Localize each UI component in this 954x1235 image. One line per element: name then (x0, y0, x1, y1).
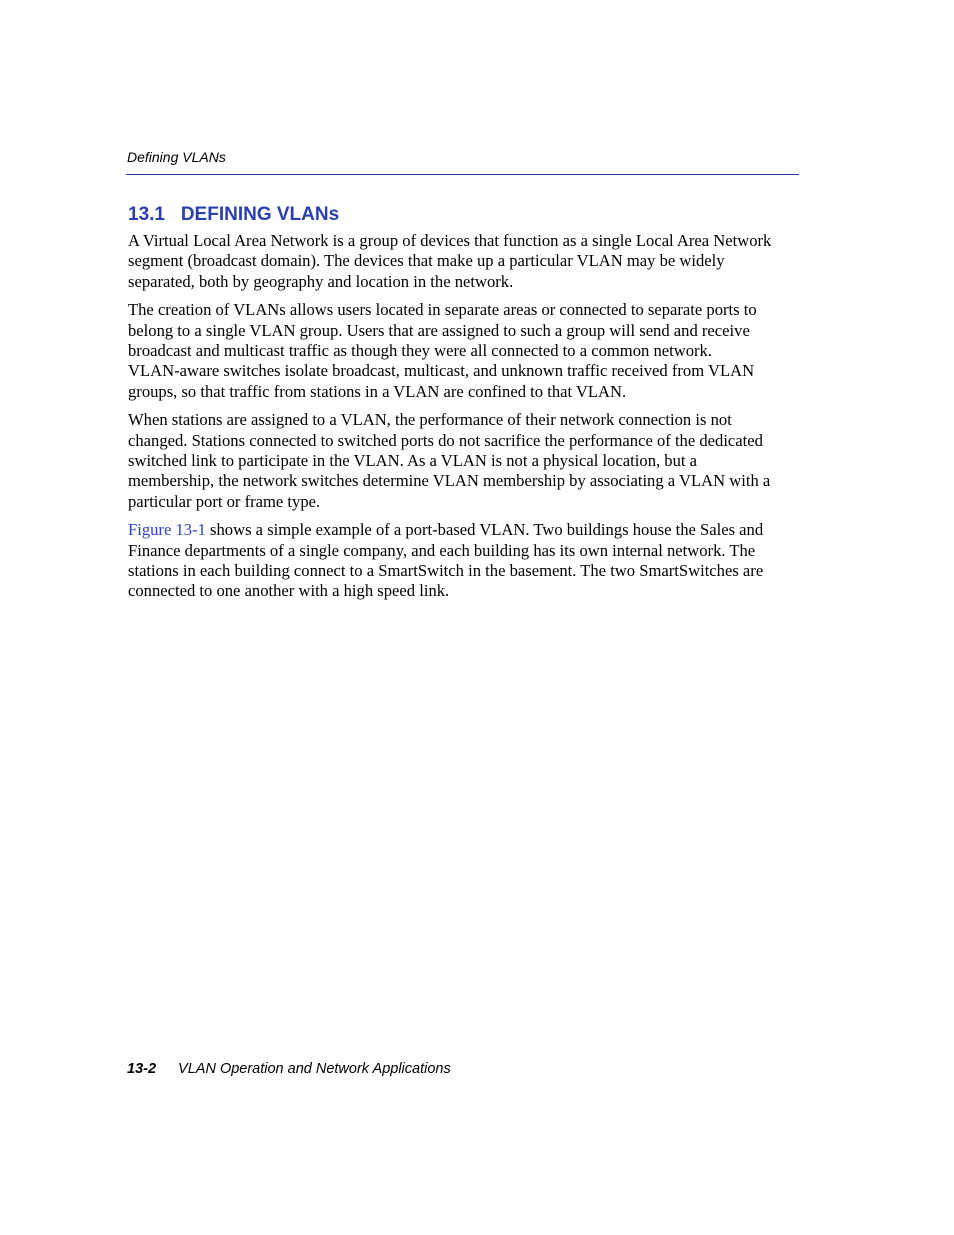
section-number: 13.1 (128, 204, 165, 225)
paragraph-line: membership, the network switches determine VLAN membership by associating a VLAN with a (128, 471, 771, 491)
paragraph-line: The creation of VLANs allows users located in separate areas or connected to separate ports to (128, 300, 757, 320)
section-heading (128, 204, 339, 226)
figure-13-1-link[interactable]: Figure 13-1 (128, 520, 206, 540)
paragraph-line-rest: shows a simple example of a port-based VLAN. Two buildings house the Sales and (205, 520, 764, 540)
paragraph-line: connected to one another with a high speed link. (128, 581, 450, 601)
body-text (128, 231, 808, 610)
paragraph-line: VLAN-aware switches isolate broadcast, multicast, and unknown traffic received from VLAN (128, 361, 755, 381)
page-footer (127, 1061, 451, 1077)
paragraph-line: groups, so that traffic from stations in a VLAN are confined to that VLAN. (128, 381, 627, 401)
paragraph-line: belong to a single VLAN group. Users that are assigned to such a group will send and receive (128, 320, 750, 340)
paragraph-line: stations in each building connect to a SmartSwitch in the basement. The two SmartSwitches are (128, 560, 764, 580)
header-rule (126, 174, 799, 175)
paragraph-line: segment (broadcast domain). The devices that make up a particular VLAN may be widely (128, 251, 725, 271)
paragraph-2 (128, 300, 808, 401)
paragraph-line: changed. Stations connected to switched ports do not sacrifice the performance of the dedicated (128, 430, 763, 450)
book-title: VLAN Operation and Network Applications (178, 1061, 451, 1077)
paragraph-line: A Virtual Local Area Network is a group of devices that function as a single Local Area Network (128, 231, 772, 250)
paragraph-line (128, 520, 808, 540)
paragraph-3 (128, 410, 808, 511)
paragraph-line: Finance departments of a single company, and each building has its own internal network. The (128, 540, 756, 560)
paragraph-line: separated, both by geography and location in the network. (128, 271, 514, 291)
section-title: DEFINING VLANs (180, 204, 340, 225)
running-header: Defining VLANs (127, 149, 226, 165)
page-number: 13-2 (127, 1061, 157, 1077)
paragraph-1 (128, 231, 808, 292)
paragraph-line: particular port or frame type. (128, 491, 321, 511)
paragraph-line: When stations are assigned to a VLAN, the performance of their network connection is not (128, 410, 732, 430)
paragraph-4 (128, 520, 808, 601)
paragraph-line: switched link to participate in the VLAN. As a VLAN is not a physical location, but a (128, 450, 697, 470)
paragraph-line: broadcast and multicast traffic as though they were all connected to a common network. (128, 340, 712, 360)
